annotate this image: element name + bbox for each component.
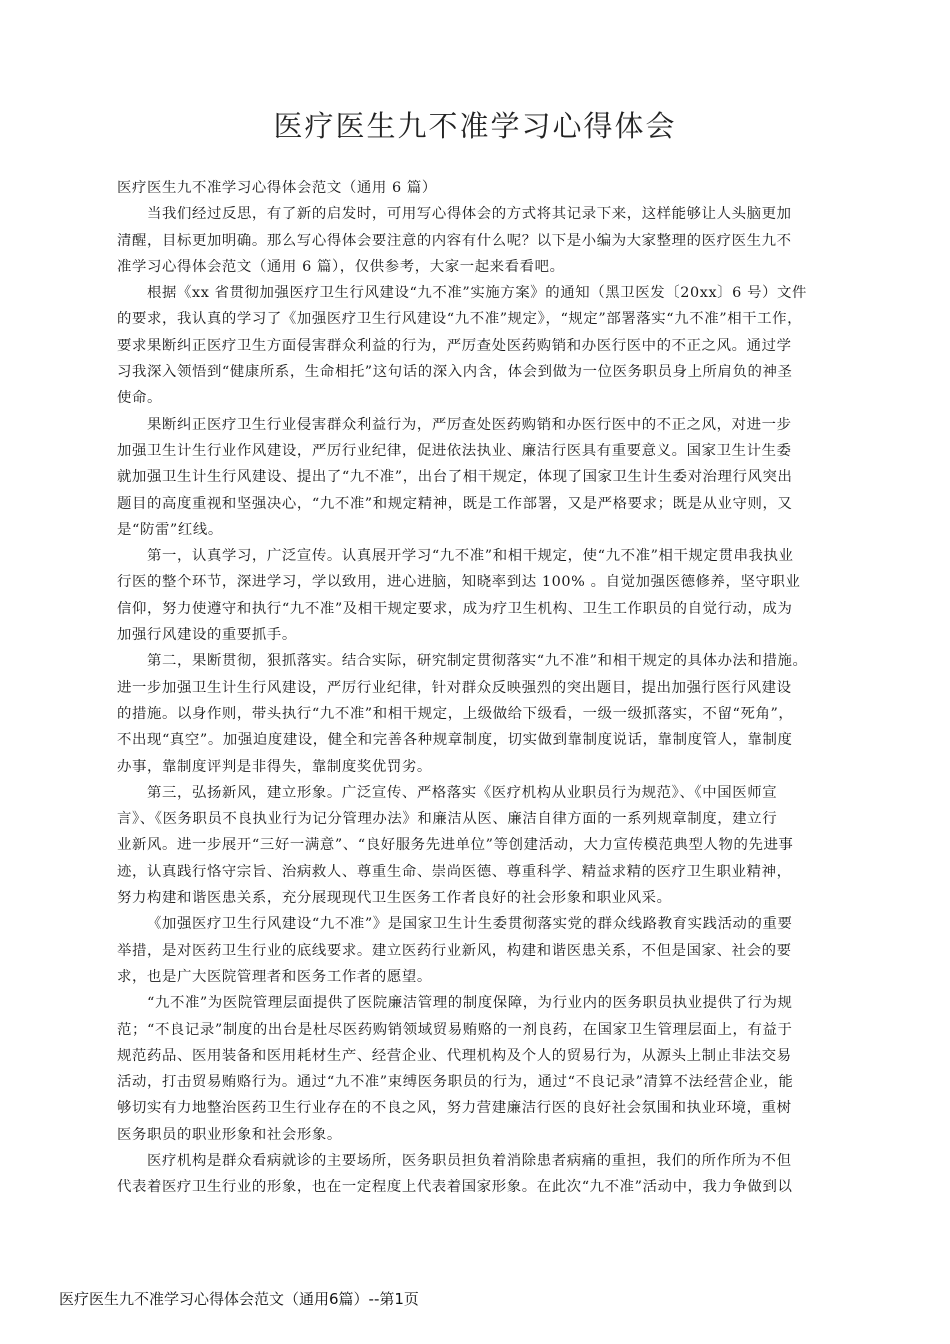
body-line: 习我深入领悟到“健康所系，生命相托”这句话的深入内含，体会到做为一位医务职员身上所肩负的神圣	[117, 364, 793, 381]
body-line: 言》、《医务职员不良执业行为记分管理办法》和廉洁从医、廉洁自律方面的一系列规章制度，建立行	[117, 811, 778, 828]
body-line: 行医的整个环节，深进学习，学以致用，进心进脑，知晓率到达 100% 。自觉加强医德修养，坚守职业	[117, 574, 801, 591]
body-line: “九不准”为医院管理层面提供了医院廉洁管理的制度保障，为行业内的医务职员执业提供了行为规	[147, 995, 793, 1012]
body-line: 《加强医疗卫生行风建设“九不准”》是国家卫生计生委贯彻落实党的群众线路教育实践活动的重要	[147, 916, 793, 933]
page-footer: 医疗医生九不准学习心得体会范文（通用6篇）--第1页	[59, 1290, 419, 1308]
body-line: 第三，弘扬新风，建立形象。广泛宣传、严格落实《医疗机构从业职员行为规范》、《中国医师宣	[147, 784, 778, 801]
body-line: 业新风。进一步展开“三好一满意”、“良好服务先进单位”等创建活动，大力宣传模范典型人物的先进事	[117, 837, 794, 854]
body-line: 求，也是广大医院管理者和医务工作者的愿望。	[117, 968, 432, 985]
body-line: 活动，打击贸易贿赂行为。通过“九不准”束缚医务职员的行为，通过“不良记录”清算不法经营企业，能	[117, 1074, 794, 1091]
body-line: 就加强卫生计生行风建设、提出了“九不准”，出台了相干规定，体现了国家卫生计生委对治理行风突出	[117, 469, 793, 486]
body-line: 范；“不良记录”制度的出台是杜尽医药购销领域贸易贿赂的一剂良药，在国家卫生管理层面上，有益于	[117, 1021, 793, 1038]
body-line: 举措，是对医药卫生行业的底线要求。建立医药行业新风，构建和谐医患关系，不但是国家、社会的要	[117, 942, 792, 959]
body-line: 加强行风建设的重要抓手。	[117, 627, 297, 644]
body-line: 第一，认真学习，广泛宣传。认真展开学习“九不准”和相干规定，使“九不准”相干规定贯串我执业	[147, 548, 794, 565]
body-line: 根据《xx 省贯彻加强医疗卫生行风建设“九不准”实施方案》的通知（黑卫医发〔20xx〕6 号）文件	[147, 285, 808, 302]
body-line: 医疗医生九不准学习心得体会范文（通用 6 篇）	[117, 180, 437, 196]
document-title: 医疗医生九不准学习心得体会	[273, 109, 677, 143]
body-line: 果断纠正医疗卫生行业侵害群众利益行为，严厉查处医药购销和办医行医中的不正之风，对进一步	[147, 416, 792, 433]
body-line: 使命。	[117, 390, 162, 407]
body-line: 医务职员的职业形象和社会形象。	[117, 1126, 342, 1143]
body-line: 清醒，目标更加明确。那么写心得体会要注意的内容有什么呢？以下是小编为大家整理的医疗医生九不	[117, 232, 792, 249]
body-line: 信仰，努力使遵守和执行“九不准”及相干规定要求，成为疗卫生机构、卫生工作职员的自觉行动，成为	[117, 600, 793, 617]
body-line: 代表着医疗卫生行业的形象，也在一定程度上代表着国家形象。在此次“九不准”活动中，我力争做到以	[117, 1179, 793, 1196]
body-line: 够切实有力地整治医药卫生行业存在的不良之风，努力营建廉洁行医的良好社会氛围和执业环境，重树	[117, 1100, 792, 1117]
document-body	[117, 175, 869, 1201]
body-line: 第二，果断贯彻，狠抓落实。结合实际，研究制定贯彻落实“九不准”和相干规定的具体办法和措施。	[147, 653, 808, 670]
body-line: 医疗机构是群众看病就诊的主要场所，医务职员担负着消除患者病痛的重担，我们的所作所为不但	[147, 1152, 792, 1169]
body-line: 努力构建和谐医患关系，充分展现现代卫生医务工作者良好的社会形象和职业风采。	[117, 890, 672, 907]
body-line: 进一步加强卫生计生行风建设，严厉行业纪律，针对群众反映强烈的突出题目，提出加强行医行风建设	[117, 679, 792, 696]
body-line: 的措施。以身作则，带头执行“九不准”和相干规定，上级做给下级看，一级一级抓落实，不留“死角”，	[117, 705, 794, 722]
body-line: 当我们经过反思，有了新的启发时，可用写心得体会的方式将其记录下来，这样能够让人头脑更加	[147, 206, 792, 223]
body-line: 题目的高度重视和坚强决心，“九不准”和规定精神，既是工作部署，又是严格要求；既是从业守则，又	[117, 495, 793, 512]
body-line: 的要求，我认真的学习了《加强医疗卫生行风建设“九不准”规定》，“规定”部署落实“九不准”相干工作，	[117, 311, 803, 328]
body-line: 不出现“真空”。加强迫度建设，健全和完善各种规章制度，切实做到靠制度说话，靠制度管人，靠制度	[117, 732, 793, 749]
body-line: 加强卫生计生行业作风建设，严厉行业纪律，促进依法执业、廉洁行医具有重要意义。国家卫生计生委	[117, 442, 792, 459]
body-line: 迹，认真践行恪守宗旨、治病救人、尊重生命、崇尚医德、尊重科学、精益求精的医疗卫生职业精神，	[117, 863, 792, 880]
body-line: 要求果断纠正医疗卫生方面侵害群众利益的行为，严厉查处医药购销和办医行医中的不正之风。通过学	[117, 337, 792, 354]
body-line: 办事，靠制度评判是非得失，靠制度奖优罚劣。	[117, 758, 432, 775]
body-line: 准学习心得体会范文（通用 6 篇），仅供参考，大家一起来看看吧。	[117, 258, 565, 275]
body-line: 是“防雷”红线。	[117, 521, 223, 538]
body-line: 规范药品、医用装备和医用耗材生产、经营企业、代理机构及个人的贸易行为，从源头上制止非法交易	[117, 1047, 792, 1064]
